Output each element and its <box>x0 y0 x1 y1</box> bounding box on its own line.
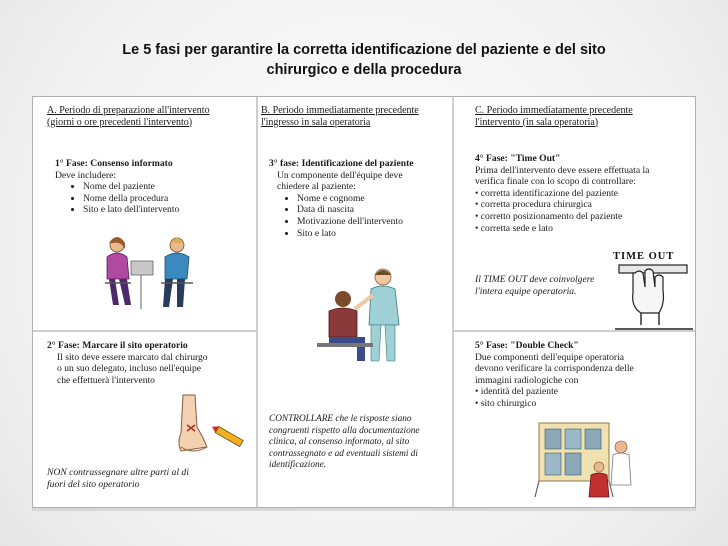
phases-board <box>32 96 696 508</box>
phase5-line2: devono verificare la corrispondenza delle <box>475 363 634 375</box>
title-line-2: chirurgico e della procedura <box>266 62 462 78</box>
phase3-note-line1: CONTROLLARE che le risposte siano <box>269 414 412 424</box>
phase4-heading: 4° Fase: "Time Out" <box>475 153 561 164</box>
timeout-label: TIME OUT <box>613 251 675 262</box>
list-item: • Nome della procedura <box>83 193 250 205</box>
list-item: • corretta identificazione del paziente <box>475 188 693 200</box>
column-a-header <box>47 105 210 128</box>
phase5-heading: 5° Fase: "Double Check" <box>475 340 579 351</box>
phase3-line1: Un componente dell'équipe deve <box>277 169 403 181</box>
list-item: • Sito e lato dell'intervento <box>83 204 250 216</box>
phase4-note-line2: l'intera equipe operatoria. <box>475 285 577 297</box>
phase5-list <box>475 386 693 409</box>
phase3-note-line3: clinica, al consenso informato, al sito <box>269 437 410 448</box>
title-line-1: Le 5 fasi per garantire la corretta identificazione del paziente e del sito <box>122 42 606 58</box>
column-c-header-line2: l'intervento (in sala operatoria) <box>475 116 599 128</box>
phase1-block <box>55 158 250 216</box>
phase3-block <box>269 158 451 239</box>
phase3-note-line2: congruenti rispetto alla documentazione <box>269 425 420 436</box>
list-item: • Nome del paziente <box>83 181 250 193</box>
phase1-intro: Deve includere: <box>55 169 116 181</box>
foot-marking-illustration <box>173 393 251 461</box>
phase2-line1: Il sito deve essere marcato dal chirurgo <box>57 351 208 363</box>
phase2-line3: che effettuerà l'intervento <box>57 374 155 386</box>
phase1-list <box>55 181 250 216</box>
phase5-block <box>475 340 693 410</box>
nurse-patient-illustration <box>315 265 417 367</box>
phase3-line2: chiedere al paziente: <box>277 181 356 193</box>
phase3-heading: 3° fase: Identificazione del paziente <box>269 158 414 169</box>
phase2-note <box>47 467 252 490</box>
board-shadow <box>32 508 696 511</box>
list-item: • Motivazione dell'intervento <box>297 216 451 228</box>
phase4-line2: verifica finale con lo scopo di controllare: <box>475 176 636 188</box>
radiology-check-illustration <box>533 419 637 499</box>
phase4-note <box>475 274 615 297</box>
list-item: • identità del paziente <box>475 386 693 398</box>
list-item: • sito chirurgico <box>475 398 693 410</box>
phase3-list <box>269 193 451 239</box>
phase2-line2: o un suo delegato, incluso nell'equipe <box>57 363 202 375</box>
list-item: • Nome e cognome <box>297 193 451 205</box>
phase4-list <box>475 188 693 234</box>
phase3-note-line4: contrassegnato e ad eventuali sistemi di <box>269 448 418 459</box>
divider-col-1 <box>256 97 258 507</box>
list-item: • corretta procedura chirurgica <box>475 199 693 211</box>
phase3-note-line5: identificazione. <box>269 460 327 471</box>
column-c-header <box>475 105 633 128</box>
phase2-block <box>47 340 252 386</box>
column-a-header-line2: (giorni o ore precedenti l'intervento) <box>47 116 193 128</box>
phase5-line1: Due componenti dell'equipe operatoria <box>475 351 625 363</box>
list-item: • Data di nascita <box>297 204 451 216</box>
list-item: • corretto posizionamento del paziente <box>475 211 693 223</box>
phase2-note-line2: fuori del sito operatorio <box>47 478 140 490</box>
phase3-note <box>269 414 451 472</box>
column-b-header <box>261 105 419 128</box>
slide-title <box>30 40 698 80</box>
list-item: • corretta sede e lato <box>475 223 693 235</box>
timeout-hand-icon <box>615 263 693 333</box>
column-b-header-line1: B. Periodo immediatamente precedente <box>261 105 419 116</box>
phase4-note-line1: Il TIME OUT deve coinvolgere <box>475 274 595 285</box>
phase5-line3: immagini radiologiche con <box>475 374 579 386</box>
phase2-heading: 2° Fase: Marcare il sito operatorio <box>47 340 188 351</box>
phase4-line1: Prima dell'intervento deve essere effettuata la <box>475 164 650 176</box>
divider-row-a <box>33 330 257 332</box>
phase2-note-line1: NON contrassegnare altre parti al di <box>47 467 189 478</box>
list-item: • Sito e lato <box>297 228 451 240</box>
consultation-illustration <box>101 231 197 313</box>
phase4-block <box>475 153 693 234</box>
column-b-header-line2: l'ingresso in sala operatoria <box>261 116 371 128</box>
phase1-heading: 1° Fase: Consenso informato <box>55 158 173 169</box>
column-c-header-line1: C. Periodo immediatamente precedente <box>475 105 633 116</box>
column-a-header-line1: A. Periodo di preparazione all'intervento <box>47 105 210 116</box>
divider-col-2 <box>452 97 454 507</box>
